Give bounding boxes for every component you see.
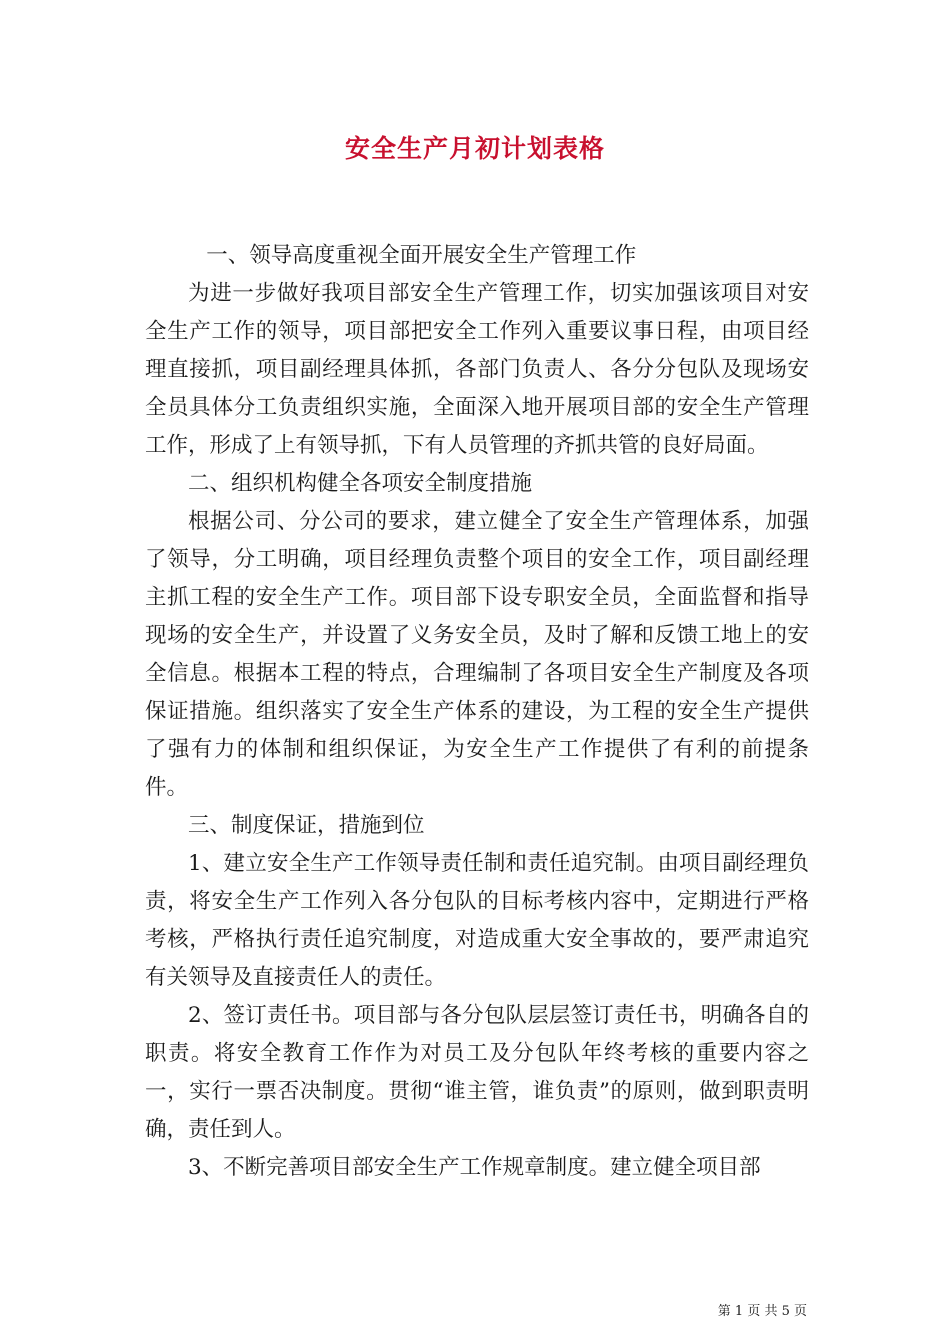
paragraph-item-2: 2、签订责任书。项目部与各分包队层层签订责任书，明确各自的职责。将安全教育工作作为对员工及分包队年终考核的重要内容之一，实行一票否决制度。贯彻“谁主管，谁负责”的原则，做到职责明确，责任到人。 bbox=[145, 1003, 809, 1142]
section-heading-2: 二、组织机构健全各项安全制度措施 bbox=[188, 471, 533, 496]
paragraph-item-1: 1、建立安全生产工作领导责任制和责任追究制。由项目副经理负责，将安全生产工作列入各分包队的目标考核内容中，定期进行严格考核，严格执行责任追究制度，对造成重大安全事故的，要严肃追究有关领导及直接责任人的责任。 bbox=[145, 851, 809, 990]
document-title: 安全生产月初计划表格 bbox=[344, 134, 605, 163]
paragraph-1: 为进一步做好我项目部安全生产管理工作，切实加强该项目对安全生产工作的领导，项目部把安全工作列入重要议事日程，由项目经理直接抓，项目副经理具体抓，各部门负责人、各分分包队及现场安全员具体分工负责组织实施，全面深入地开展项目部的安全生产管理工作，形成了上有领导抓，下有人员管理的齐抓共管的良好局面。 bbox=[145, 281, 809, 458]
page-number: 第 1 页 共 5 页 bbox=[717, 1304, 807, 1319]
document-body bbox=[145, 237, 809, 1187]
paragraph-item-3: 3、不断完善项目部安全生产工作规章制度。建立健全项目部 bbox=[188, 1155, 761, 1180]
section-heading-3: 三、制度保证，措施到位 bbox=[188, 813, 425, 838]
paragraph-2: 根据公司、分公司的要求，建立健全了安全生产管理体系，加强了领导，分工明确，项目经理负责整个项目的安全工作，项目副经理主抓工程的安全生产工作。项目部下设专职安全员，全面监督和指导现场的安全生产，并设置了义务安全员，及时了解和反馈工地上的安全信息。根据本工程的特点，合理编制了各项目安全生产制度及各项保证措施。组织落实了安全生产体系的建设，为工程的安全生产提供了强有力的体制和组织保证，为安全生产工作提供了有利的前提条件。 bbox=[145, 509, 809, 800]
section-heading-1: 一、领导高度重视全面开展安全生产管理工作 bbox=[206, 243, 637, 268]
